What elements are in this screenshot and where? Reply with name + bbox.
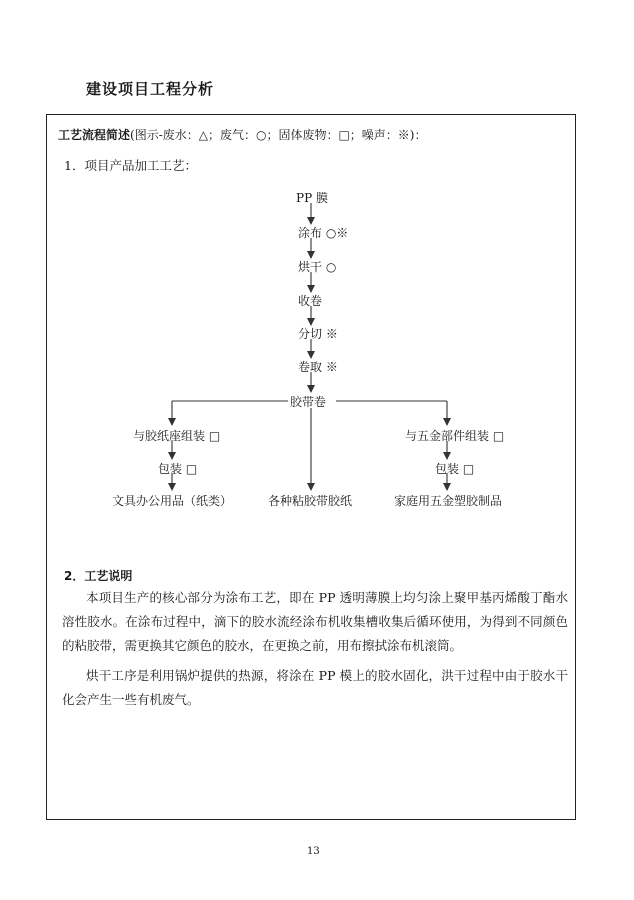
paragraph-drying: 烘干工序是利用锅炉提供的热源，将涂在 PP 模上的胶水固化，洪干过程中由于胶水干化会产生一些有机废气。: [62, 668, 568, 707]
node-coating: 涂布 ○※: [298, 226, 349, 240]
node-reeling: 卷取 ※: [298, 360, 338, 374]
section-title: 建设项目工程分析: [86, 80, 215, 98]
node-assembly-paper: 与胶纸座组装 □: [133, 429, 221, 443]
node-assembly-hardware: 与五金部件组装 □: [405, 429, 505, 443]
heading-process: 1．项目产品加工工艺：: [64, 158, 197, 173]
paragraph-coating: 本项目生产的核心部分为涂布工艺，即在 PP 透明薄膜上均匀涂上聚甲基丙烯酸丁酯水溶性胶水。在涂布过程中，滴下的胶水流经涂布机收集槽收集后循环使用，为得到不同颜色的粘胶带，需更换其它颜色的胶水，在更换之前，用布擦拭涂布机滚筒。: [62, 590, 568, 653]
node-winding: 收卷: [298, 294, 323, 308]
node-pp-film: PP 膜: [296, 191, 328, 205]
node-pack-left: 包装 □: [158, 462, 198, 476]
legend-text: (图示-废水：△；废气：○；固体废物：□；噪声：※)：: [130, 128, 427, 142]
node-product-home: 家庭用五金塑胶制品: [394, 494, 503, 508]
page-number: 13: [307, 846, 320, 857]
node-tape-roll: 胶带卷: [290, 395, 327, 409]
node-product-stationery: 文具办公用品（纸类）: [112, 494, 233, 508]
node-product-tape: 各种粘胶带胶纸: [268, 494, 353, 508]
heading-description: 2．工艺说明: [64, 569, 133, 583]
node-drying: 烘干 ○: [298, 260, 337, 274]
node-slitting: 分切 ※: [298, 327, 338, 341]
node-pack-right: 包装 □: [435, 462, 475, 476]
legend-label: 工艺流程简述: [58, 128, 131, 142]
